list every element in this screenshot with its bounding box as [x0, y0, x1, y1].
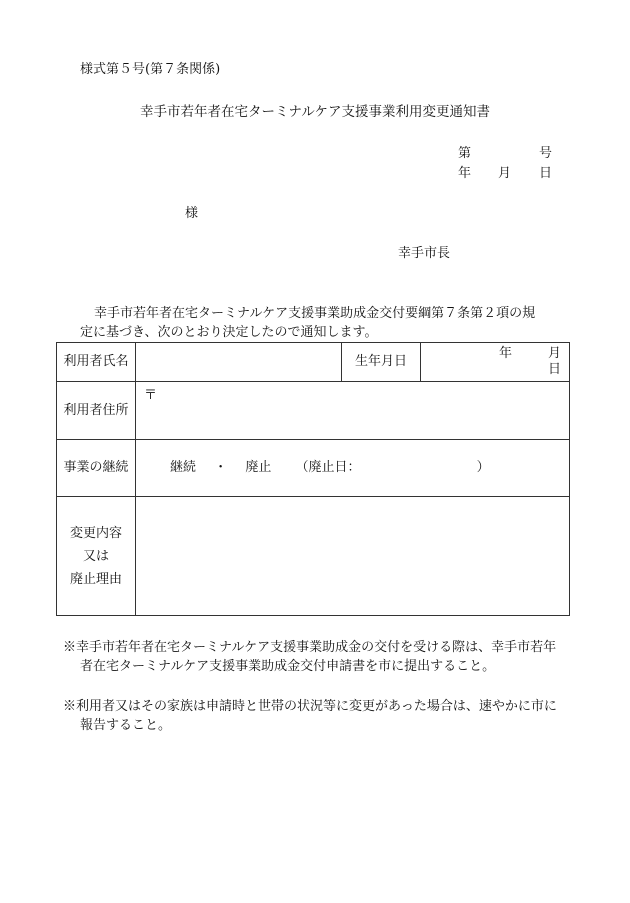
address-field[interactable] [136, 382, 570, 440]
option-separator: ・ [214, 460, 228, 475]
body-line-2: 定に基づき、次のとおり決定したので通知します。 [80, 325, 378, 340]
table-row [57, 497, 570, 616]
postal-mark: 〒 [144, 388, 158, 403]
note-2-line-2: 報告すること。 [80, 718, 172, 733]
info-table [56, 342, 570, 616]
abolish-option[interactable]: 廃止 [245, 460, 272, 475]
table-row [57, 343, 570, 382]
continuation-label: 事業の継続 [57, 440, 136, 497]
document-title: 幸手市若年者在宅ターミナルケア支援事業利用変更通知書 [139, 104, 491, 120]
name-field[interactable] [136, 343, 342, 382]
abolish-date-close: ） [476, 460, 490, 475]
form-number: 様式第５号(第７条関係) [80, 62, 221, 77]
reason-field[interactable] [136, 497, 570, 616]
date-month-label: 月 [498, 166, 512, 181]
date-year-label: 年 [458, 166, 472, 181]
table-row [57, 382, 570, 440]
table-row [57, 440, 570, 497]
reason-label-line-3: 廃止理由 [69, 571, 122, 587]
dob-year-label: 年 [498, 346, 512, 361]
date-day-label: 日 [539, 166, 553, 181]
continue-option[interactable]: 継続 [170, 460, 197, 475]
reason-label-line-2: 又は [82, 548, 109, 564]
dob-day-label: 日 [547, 362, 561, 377]
dob-label: 生年月日 [342, 343, 421, 382]
note-2-line-1: ※利用者又はその家族は申請時と世帯の状況等に変更があった場合は、速やかに市に [63, 699, 557, 714]
continuation-field[interactable] [136, 440, 570, 497]
name-label: 利用者氏名 [57, 343, 136, 382]
address-label: 利用者住所 [57, 382, 136, 440]
dob-field[interactable] [421, 343, 570, 382]
dob-month-label: 月 [547, 346, 561, 361]
abolish-date-open: （廃止日： [295, 460, 361, 475]
reason-label-line-1: 変更内容 [69, 525, 122, 541]
note-1-line-2: 者在宅ターミナルケア支援事業助成金交付申請書を市に提出すること。 [80, 659, 496, 674]
addressee-suffix: 様 [185, 206, 199, 221]
doc-number-go: 号 [539, 146, 553, 161]
reason-label [57, 497, 136, 616]
note-1-line-1: ※幸手市若年者在宅ターミナルケア支援事業助成金の交付を受ける際は、幸手市若年 [63, 640, 557, 655]
issuer: 幸手市長 [398, 246, 451, 261]
doc-number-dai: 第 [458, 146, 472, 161]
body-line-1: 幸手市若年者在宅ターミナルケア支援事業助成金交付要綱第７条第２項の規 [94, 306, 536, 321]
